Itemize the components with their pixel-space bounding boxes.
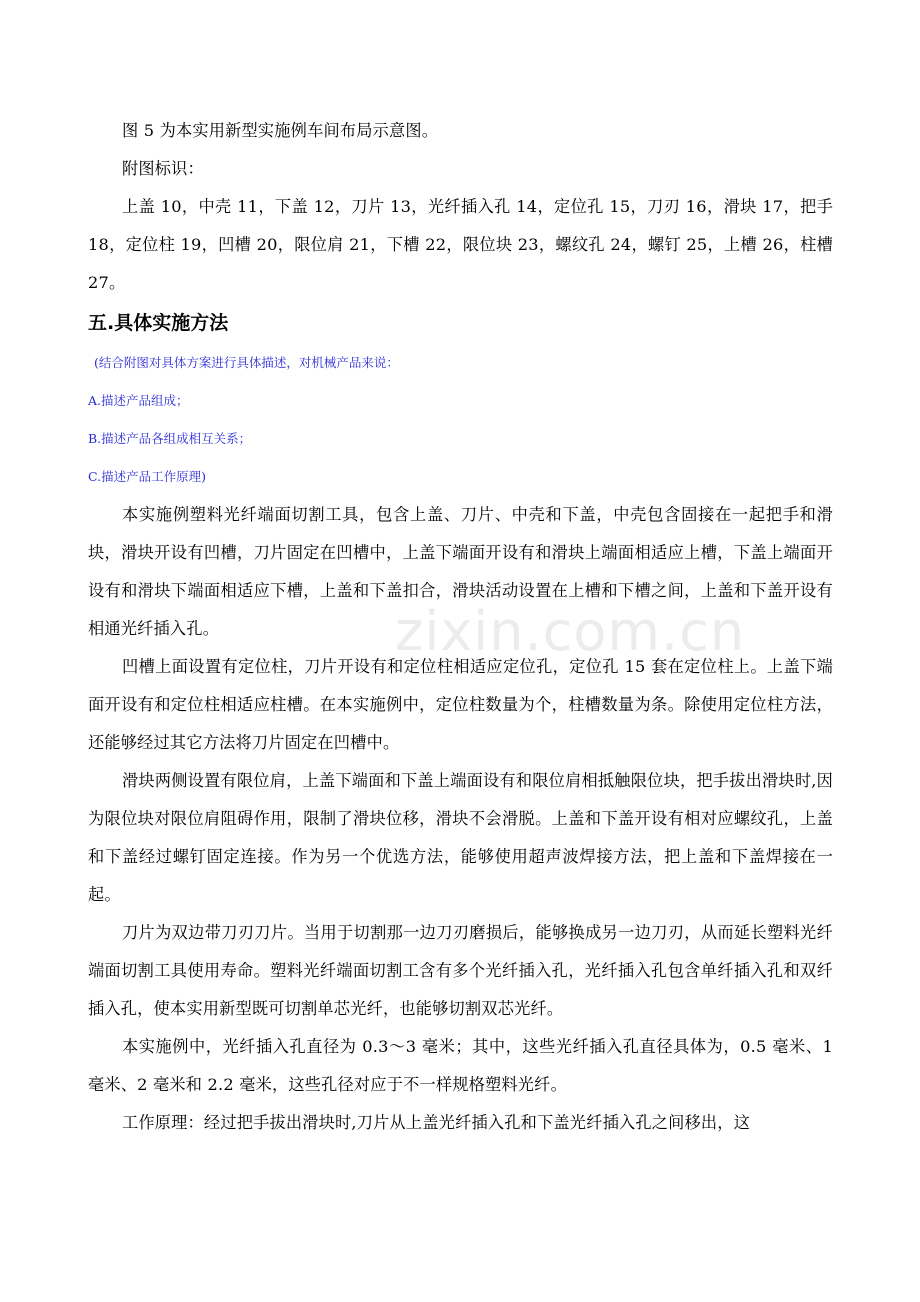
figure-caption: 图 5 为本实用新型实施例车间布局示意图。 — [122, 121, 439, 140]
note-c: C.描述产品工作原理) — [88, 469, 206, 484]
body-paragraph: 刀片为双边带刀刃刀片。当用于切割那一边刀刃磨损后，能够换成另一边刀刃，从而延长塑料光纤端面切割工具使用寿命。塑料光纤端面切割工含有多个光纤插入孔，光纤插入孔包含单纤插入孔和双纤插入孔，使本实用新型既可切割单芯光纤，也能够切割双芯光纤。 — [88, 923, 833, 1018]
legend-text: 上盖 10，中壳 11，下盖 12，刀片 13，光纤插入孔 14，定位孔 15，刀刃 16，滑块 17，把手 18，定位柱 19，凹槽 20，限位肩 21，下槽 22，限位块 23，螺纹孔 24，螺钉 25，上槽 26，柱槽 27。 — [88, 197, 833, 292]
body-paragraph: 滑块两侧设置有限位肩，上盖下端面和下盖上端面设有和限位肩相抵触限位块，把手拔出滑块时,因为限位块对限位肩阻碍作用，限制了滑块位移，滑块不会滑脱。上盖和下盖开设有相对应螺纹孔，上盖和下盖经过螺钉固定连接。作为另一个优选方法，能够使用超声波焊接方法，把上盖和下盖焊接在一起。 — [88, 771, 833, 904]
section-heading: 五.具体实施方法 — [88, 312, 229, 334]
note-a: A.描述产品组成； — [88, 393, 189, 408]
body-paragraph: 凹槽上面设置有定位柱，刀片开设有和定位柱相适应定位孔，定位孔 15 套在定位柱上。上盖下端面开设有和定位柱相适应柱槽。在本实施例中，定位柱数量为个，柱槽数量为条。除使用定位柱方法，还能够经过其它方法将刀片固定在凹槽中。 — [88, 657, 833, 752]
body-paragraph: 工作原理：经过把手拔出滑块时,刀片从上盖光纤插入孔和下盖光纤插入孔之间移出，这 — [122, 1113, 751, 1132]
body-paragraph: 本实施例塑料光纤端面切割工具，包含上盖、刀片、中壳和下盖，中壳包含固接在一起把手和滑块，滑块开设有凹槽，刀片固定在凹槽中，上盖下端面开设有和滑块上端面相适应上槽，下盖上端面开设有和滑块下端面相适应下槽，上盖和下盖扣合，滑块活动设置在上槽和下槽之间，上盖和下盖开设有相通光纤插入孔。 — [88, 505, 833, 638]
note-intro: (结合附图对具体方案进行具体描述，对机械产品来说： — [94, 355, 399, 370]
watermark: zixin.com.cn — [395, 600, 746, 663]
document-page — [88, 112, 833, 1142]
legend-title: 附图标识： — [122, 159, 204, 178]
body-paragraph: 本实施例中，光纤插入孔直径为 0.3～3 毫米；其中，这些光纤插入孔直径具体为，0.5 毫米、1 毫米、2 毫米和 2.2 毫米，这些孔径对应于不一样规格塑料光纤。 — [88, 1037, 833, 1094]
note-b: B.描述产品各组成相互关系； — [88, 431, 252, 446]
